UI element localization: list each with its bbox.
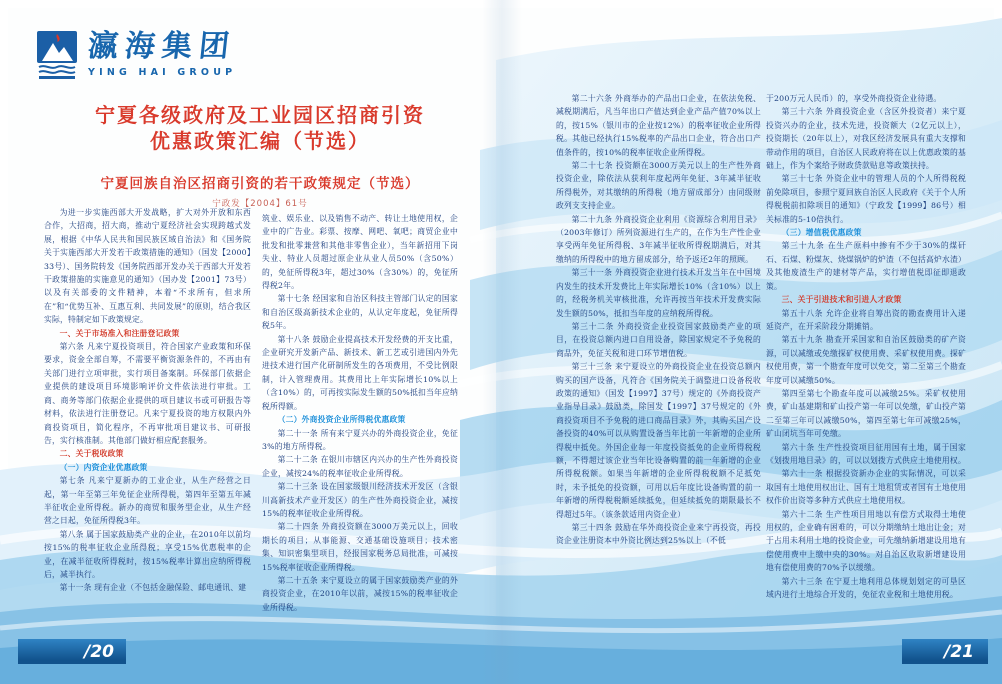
logo-chinese-name: 瀛海集团 (86, 29, 238, 64)
policy-paragraph: 第五十八条 允许企业将自筹出资的勘查费用计入递延资产，在开采阶段分期摊销。 (766, 308, 966, 331)
policy-column-2 (262, 212, 458, 642)
policy-column-3 (556, 92, 761, 652)
policy-paragraph: 第二十五条 来宁夏设立的属于国家鼓励类产业的外商投资企业，在2010年以前，减按15%的税率征收企业所得税。 (262, 575, 458, 612)
page-number-left-label: /20 (84, 641, 114, 662)
policy-paragraph: 第四至第七个勘查年度可以减缴25%。采矿权使用费，矿山基建期和矿山投产第一年可以免缴，矿山投产第二至第三年可以减缴50%，第四至第七年可减缴25%，矿山闭坑当年可免缴。 (766, 388, 966, 439)
policy-paragraph: 第三十四条 鼓励在华外商投资企业来宁再投资，再投资企业注册资本中外资比例达到25%以上（不低 (556, 523, 761, 546)
policy-paragraph: 第三十三条 来宁夏设立的外商投资企业在投资总额内购买的国产设备，凡符合《国务院关于调整进口设备税收政策的通知》（国发【1997】37号）规定的《外商投资产业指导目录》鼓励类，除国发【1997】37号规定的《外商投资项目不予免税的进口商品目录》外，其购买国产设备投资的40%可以从购置设备当年比前一年新增的企业所得税中抵免。外国企业每一年度投资抵免的企业所得税税额，不得超过该企业当年比设备购置的前一年新增的企业所得税税额。如果当年新增的企业所得税税额不足抵免时，未予抵免的投资额，可用以后年度比设备购置的前一年新增的所得税税额延续抵免，但延续抵免的期限最长不得超过5年。（该条款适用内资企业） (556, 362, 761, 519)
policy-paragraph: 第七条 凡来宁夏新办的工业企业，从生产经营之日起，第一年至第三年免征企业所得税，第四年至第五年减半征收企业所得税。新办的商贸和服务型企业，从生产经营之日起，免征所得税3年。 (44, 476, 251, 526)
policy-paragraph: 第二十七条 投资额在3000万美元以上的生产性外商投资企业，除依法从获利年度起两年免征、3年减半征收所得税外，对其缴纳的所得税（地方留成部分）由同级财政列支支持企业。 (556, 161, 761, 211)
logo-text (88, 30, 236, 78)
policy-paragraph: 第六十条 生产性投资项目征用国有土地，属于国家《划拨用地目录》的，可以以划拨方式供应土地使用权。 (766, 442, 966, 465)
document-number: 宁政发【2004】61号 (212, 199, 308, 209)
policy-column-4 (766, 92, 966, 640)
policy-paragraph: 第十七条 经国家和自治区科技主管部门认定的国家和自治区级高新技术企业的，从认定年度起，免征所得税5年。 (262, 294, 458, 331)
company-logo (36, 30, 236, 80)
main-title-line2: 优惠政策汇编（节选） (150, 129, 370, 153)
policy-paragraph: 于200万元人民币）的，享受外商投资企业待遇。 (766, 94, 942, 103)
policy-paragraph: 第六十一条 根据投资新办企业的实际情况，可以采取国有土地使用权出让、国有土地租赁或者国有土地使用权作价出资等多种方式供应土地使用权。 (766, 469, 966, 506)
policy-paragraph: 第五十九条 勘查开采国家和自治区鼓励类的矿产资源，可以减缴或免缴探矿权使用费、采矿权使用费。探矿权使用费，第一个勘查年度可以免交，第二至第三个勘查年度可以减缴50%。 (766, 335, 966, 385)
policy-paragraph: 第二十二条 在银川市辖区内兴办的生产性外商投资企业，减按24%的税率征收企业所得税。 (262, 455, 458, 478)
policy-paragraph: 筑业、娱乐业、以及销售不动产、转让土地使用权，企业中的广告业。彩票、按摩、网吧、氧吧；商贸企业中批发和批零兼营和其他非零售企业），当年新招用下岗失业、特业人员超过原企业从业人员50%（含50%）的，免征所得税3年，超过30%（含30%）的，免征所得税2年。 (262, 214, 458, 291)
policy-paragraph: 第六十二条 生产性项目用地以有偿方式取得土地使用权的，企业确有困难的，可以分期缴纳土地出让金；对于占用未利用土地的投资企业，可先缴纳新增建设用地有偿使用费中上缴中央的30%。对自治区收取新增建设用地有偿使用费的70%予以缓缴。 (766, 509, 966, 573)
policy-paragraph: 第二十一条 所有来宁夏兴办的外商投资企业，免征3%的地方所得税。 (262, 428, 458, 451)
policy-paragraph: 第三十九条 在生产原料中掺有不少于30%的煤矸石、石煤、粉煤灰、烧煤锅炉的炉渣（不包括高炉水渣）及其他废渣生产的建材等产品，实行增值税即征即退政策。 (766, 241, 966, 291)
policy-paragraph: 第二十四条 外商投资额在3000万美元以上，回收期长的项目；从事能源、交通基础设施项目；技术密集、知识密集型项目，经报国家税务总局批准，可减按15%税率征收企业所得税。 (262, 522, 458, 572)
policy-paragraph: 为进一步实施西部大开发战略，扩大对外开放和东西合作，大招商，招大商，推动宁夏经济社会实现跨越式发展，根据《中华人民共和国民族区域自治法》和《国务院关于实施西部大开发若干政策措施的通知》（国发【2000】33号）、国务院转发《国务院西部开发办关于西部大开发若干政策措施的实施意见的通知》（国办发【2001】73号）以及有关部委的文件精神，本着“不求所有，但求所在”和“优势互补、互惠互利、共同发展”的原则，结合我区实际，特制定如下政策规定。 (44, 208, 251, 325)
page-number-right (902, 639, 988, 664)
page-number-left (18, 639, 126, 664)
policy-paragraph: 第二十三条 设在国家级银川经济技术开发区（含银川高新技术产业开发区）的生产性外商投资企业，减按15%的税率征收企业所得税。 (262, 482, 458, 518)
section-heading: 二、关于税收政策 (59, 449, 124, 459)
main-title-line1: 宁夏各级政府及工业园区招商引资 (95, 103, 425, 127)
policy-paragraph: 第六十三条 在宁夏土地利用总体规划划定的可垦区域内进行土地综合开发的，免征农业税和土地使用税。 (766, 576, 966, 600)
section-heading: （二）外商投资企业所得税优惠政策 (277, 415, 406, 425)
section-heading: 一、关于市场准入和注册登记政策 (59, 328, 180, 338)
main-title (58, 102, 462, 154)
section-heading: （一）内资企业优惠政策 (59, 462, 148, 472)
policy-paragraph: 第三十七条 外资企业中的管理人员的个人所得税税前免除项目，参照宁夏回族自治区人民政府《关于个人所得税税前扣除项目的通知》（宁政发【1999】86号）相关标准的5-10倍执行。 (766, 174, 966, 224)
document-subtitle: 宁夏回族自治区招商引资的若干政策规定（节选） (100, 176, 420, 192)
page-number-right-label: /21 (944, 641, 974, 662)
policy-paragraph: 第三十二条 外商投资企业投资国家鼓励类产业的项目，在投资总额内进口自用设备，除国家规定不予免税的商品外，免征关税和进口环节增值税。 (556, 321, 761, 358)
policy-paragraph: 第八条 属于国家鼓励类产业的企业，在2010年以前均按15%的税率征收企业所得税；享受15%优惠税率的企业，在减半征收所得税时，按15%税率计算出应纳所得税后，减半执行。 (44, 529, 251, 579)
section-heading: （三）增值税优惠政策 (781, 228, 862, 238)
policy-paragraph: 第十一条 现有企业（不包括金融保险、邮电通讯、建 (59, 583, 247, 593)
policy-paragraph: 第二十六条 外商举办的产品出口企业，在依法免税、减税期满后，凡当年出口产值达到企业产品产值70%以上的，按15%（银川市的企业按12%）的税率征收企业所得税。其他已经执行15%税率的产品出口企业，符合出口产值条件的，按10%的税率征收企业所得税。 (556, 94, 761, 157)
section-heading: 三、关于引进技术和引进人才政策 (781, 295, 902, 305)
yinghai-emblem-icon (36, 30, 78, 80)
policy-column-1 (44, 206, 251, 642)
policy-paragraph: 第十八条 鼓励企业提高技术开发经费的开支比重，企业研究开发新产品、新技术、新工艺或引进国内外先进技术进行国产化研制所发生的各项费用，不受比例限制，计入管理费用。其费用比上年实际增长10%以上（含10%）的，可再按实际发生额的50%抵扣当年应纳税所得额。 (262, 334, 458, 411)
page-gutter-shadow (482, 0, 522, 684)
logo-english-name: YING HAI GROUP (88, 67, 237, 78)
policy-paragraph: 第二十九条 外商投资企业利用《资源综合利用目录》（2003年修订）所列资源进行生产的，在作为生产性企业享受两年免征所得税、3年减半征收所得税期满后，对其缴纳的所得税中的地方留成部分，给予返还2年的照顾。 (556, 214, 761, 264)
policy-paragraph: 第三十一条 外商投资企业进行技术开发当年在中国境内发生的技术开发费比上年实际增长10%（含10%）以上的，经税务机关审核批准，允许再按当年技术开发费实际发生额的50%，抵扣当年度的应纳税所得税。 (556, 268, 761, 318)
policy-paragraph: 第六条 凡来宁夏投资项目，符合国家产业政策和环保要求，资金全部自筹，不需要平衡资源条件的，不再由有关部门进行立项审批，实行项目备案制。环保部门依据企业提供的建设项目环境影响评价文件依法进行审批。工商、商务等部门依据企业提供的项目建议书或可研报告等材料，依法进行注册登记。凡来宁夏投资的地方权限内外商投资项目，简化程序，不再审批项目建议书、可研报告，实行核准制。其他部门做好相应配套服务。 (44, 342, 251, 445)
policy-paragraph: 第三十六条 外商投资企业（含区外投资者）来宁夏投资兴办的企业，技术先进，投资额大（2亿元以上），投资期长（20年以上），对我区经济发展具有重大支撑和带动作用的项目，自治区人民政府将在以上优惠政策的基础上，作为个案给予财政贷款贴息等政策扶持。 (766, 107, 966, 171)
